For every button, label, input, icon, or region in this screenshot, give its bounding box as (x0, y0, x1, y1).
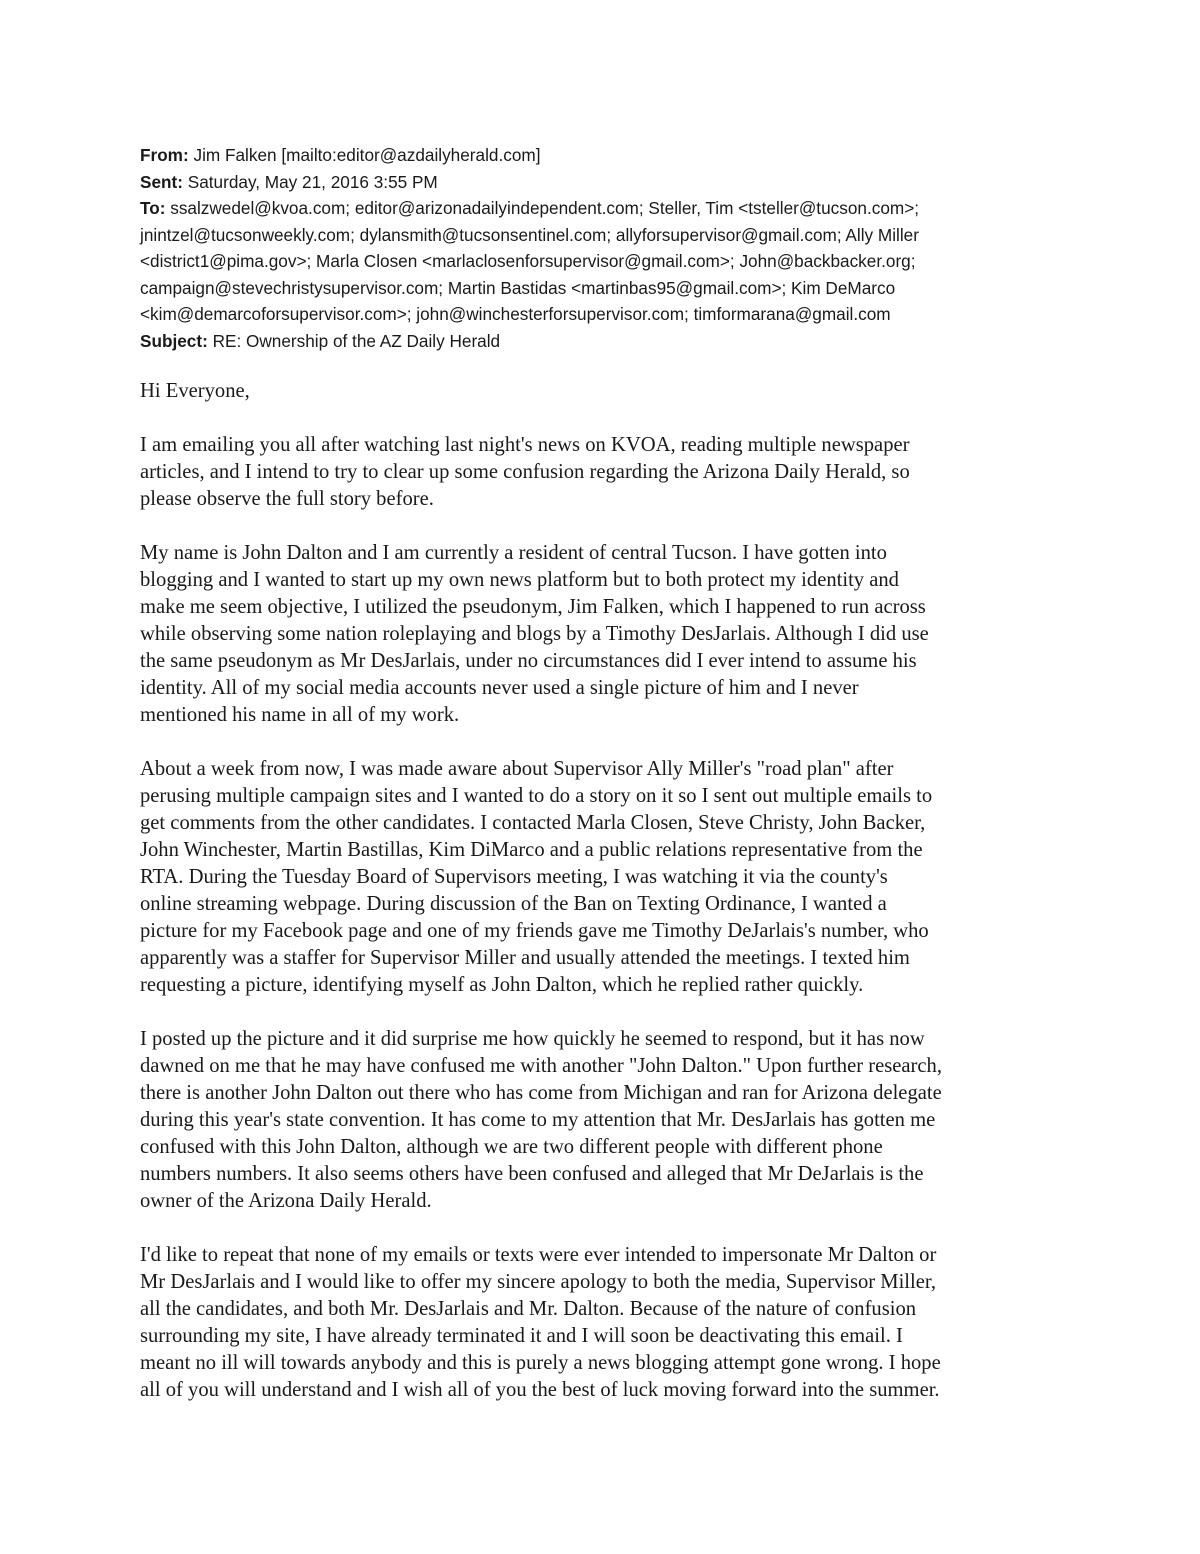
paragraph-line: dawned on me that he may have confused me with another "John Dalton." Upon further research, (140, 1055, 942, 1077)
sent-value: Saturday, May 21, 2016 3:55 PM (182, 171, 438, 192)
paragraph-line: My name is John Dalton and I am currently a resident of central Tucson. I have gotten into (140, 542, 887, 564)
to-line (140, 195, 1070, 222)
paragraph-line: John Winchester, Martin Bastillas, Kim DiMarco and a public relations representative from the (140, 839, 923, 861)
paragraph-line: during this year's state convention. It has come to my attention that Mr. DesJarlais has gotten me (140, 1109, 936, 1131)
from-label: From: (140, 145, 189, 165)
to-recipients-line: campaign@stevechristysupervisor.com; Martin Bastidas <martinbas95@gmail.com>; Kim DeMarco (140, 277, 896, 298)
paragraph-line: please observe the full story before. (140, 488, 434, 510)
paragraph-line: all the candidates, and both Mr. DesJarlais and Mr. Dalton. Because of the nature of confusion (140, 1298, 917, 1320)
from-line (140, 142, 1070, 169)
to-recipients-line: jnintzel@tucsonweekly.com; dylansmith@tucsonsentinel.com; allyforsupervisor@gmail.com; Ally Miller (140, 224, 919, 245)
paragraph-line: Mr DesJarlais and I would like to offer my sincere apology to both the media, Supervisor Miller, (140, 1271, 937, 1293)
subject-label: Subject: (140, 330, 208, 351)
paragraph-line: surrounding my site, I have already terminated it and I will soon be deactivating this email. I (140, 1325, 903, 1347)
paragraph-apology (140, 1242, 941, 1404)
paragraph-line: online streaming webpage. During discussion of the Ban on Texting Ordinance, I wanted a (140, 893, 887, 915)
to-recipients-line: <district1@pima.gov>; Marla Closen <marlaclosenforsupervisor@gmail.com>; John@backbacker.org; (140, 251, 916, 271)
paragraph-line: identity. All of my social media accounts never used a single picture of him and I never (140, 677, 859, 699)
paragraph-identity (140, 540, 929, 729)
paragraph-line: mentioned his name in all of my work. (140, 704, 460, 726)
to-label: To: (140, 198, 166, 218)
sent-label: Sent: (140, 171, 183, 192)
paragraph-line: numbers numbers. It also seems others have been confused and alleged that Mr DeJarlais is the (140, 1163, 924, 1185)
subject-value: RE: Ownership of the AZ Daily Herald (207, 330, 501, 351)
greeting: Hi Everyone, (140, 380, 250, 402)
email-header (140, 142, 1070, 354)
paragraph-line: there is another John Dalton out there who has come from Michigan and ran for Arizona delegate (140, 1082, 942, 1104)
paragraph-line: perusing multiple campaign sites and I wanted to do a story on it so I sent out multiple emails to (140, 785, 933, 807)
paragraph-line: confused with this John Dalton, although we are two different people with different phone (140, 1136, 883, 1158)
paragraph-line: blogging and I wanted to start up my own news platform but to both protect my identity and (140, 569, 899, 591)
sent-line (140, 169, 1070, 196)
paragraph-line: while observing some nation roleplaying and blogs by a Timothy DesJarlais. Although I did use (140, 623, 929, 645)
paragraph-line: apparently was a staffer for Supervisor Miller and usually attended the meetings. I texted him (140, 947, 910, 969)
paragraph-line: About a week from now, I was made aware about Supervisor Ally Miller's "road plan" after (140, 758, 894, 780)
to-recipients-line: <kim@demarcoforsupervisor.com>; john@winchesterforsupervisor.com; timformarana@gmail.com (140, 304, 891, 324)
paragraph-confusion (140, 1026, 942, 1215)
to-recipients-line: ssalzwedel@kvoa.com; editor@arizonadailyindependent.com; Steller, Tim <tsteller@tucson.com>; (165, 198, 920, 218)
paragraph-line: I'd like to repeat that none of my emails or texts were ever intended to impersonate Mr Dalton or (140, 1244, 937, 1266)
paragraph-line: meant no ill will towards anybody and this is purely a news blogging attempt gone wrong. I hope (140, 1352, 941, 1374)
paragraph-line: get comments from the other candidates. I contacted Marla Closen, Steve Christy, John Backer, (140, 812, 926, 834)
paragraph-line: I posted up the picture and it did surprise me how quickly he seemed to respond, but it has now (140, 1028, 925, 1050)
from-value: Jim Falken [mailto:editor@azdailyherald.com] (188, 145, 541, 165)
paragraph-line: picture for my Facebook page and one of my friends gave me Timothy DeJarlais's number, who (140, 920, 929, 942)
paragraph-line: all of you will understand and I wish all of you the best of luck moving forward into the summer. (140, 1379, 940, 1401)
paragraph-road-plan (140, 756, 932, 999)
subject-line (140, 328, 1070, 355)
paragraph-line: make me seem objective, I utilized the pseudonym, Jim Falken, which I happened to run across (140, 596, 926, 618)
paragraph-line: the same pseudonym as Mr DesJarlais, under no circumstances did I ever intend to assume his (140, 650, 917, 672)
paragraph-line: articles, and I intend to try to clear up some confusion regarding the Arizona Daily Herald, so (140, 461, 910, 483)
paragraph-intro (140, 432, 910, 513)
paragraph-line: RTA. During the Tuesday Board of Supervisors meeting, I was watching it via the county's (140, 866, 888, 888)
paragraph-line: requesting a picture, identifying myself as John Dalton, which he replied rather quickly. (140, 974, 864, 996)
paragraph-line: I am emailing you all after watching last night's news on KVOA, reading multiple newspaper (140, 434, 910, 456)
paragraph-line: owner of the Arizona Daily Herald. (140, 1190, 432, 1212)
